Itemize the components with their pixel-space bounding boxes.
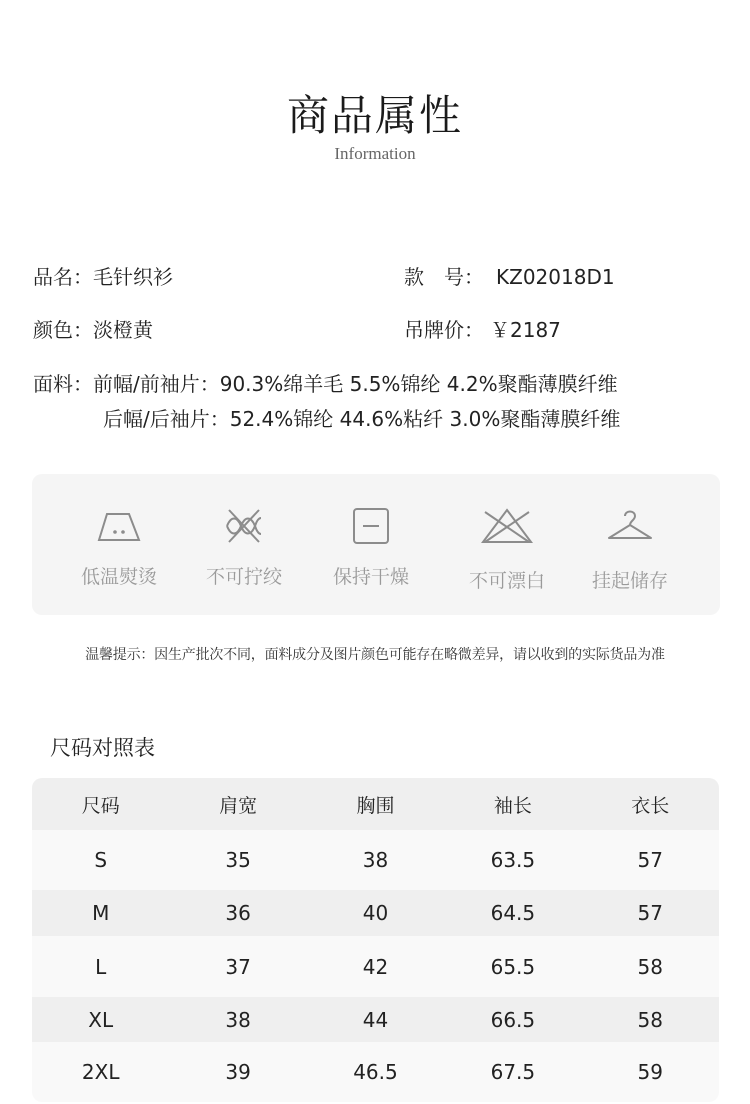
attr-fabric-line2-row xyxy=(103,406,620,432)
attr-style-value: KZ02018D1 xyxy=(496,265,615,289)
table-cell: 35 xyxy=(225,848,251,872)
attr-color-value: 淡橙黄 xyxy=(93,318,153,342)
low-temp-iron-icon xyxy=(95,506,143,546)
table-row xyxy=(32,830,719,890)
size-table xyxy=(32,778,719,1102)
attr-style xyxy=(404,264,615,290)
table-cell: 63.5 xyxy=(490,848,536,872)
table-cell: 59 xyxy=(637,1060,663,1084)
care-label-hang: 挂起储存 xyxy=(591,570,668,592)
care-item-dry xyxy=(316,474,426,615)
header-cell: 肩宽 xyxy=(219,794,258,817)
table-cell: 39 xyxy=(225,1060,251,1084)
table-cell: 37 xyxy=(225,954,251,979)
section-title: 商品属性 xyxy=(286,91,463,140)
attr-name-key: 品名： xyxy=(33,265,93,289)
no-wring-icon xyxy=(221,506,267,546)
attr-fabric-line2: 后幅/后袖片：52.4%锦纶 44.6%粘纤 3.0%聚酯薄膜纤维 xyxy=(103,407,621,431)
table-cell: 40 xyxy=(362,901,389,925)
attr-color xyxy=(33,317,153,343)
table-cell: 58 xyxy=(637,1007,663,1032)
attr-name-value: 毛针织衫 xyxy=(93,265,173,289)
table-cell: L xyxy=(95,954,107,979)
table-cell: 64.5 xyxy=(490,901,536,925)
table-cell: XL xyxy=(88,1007,114,1032)
attr-style-key: 款 号： xyxy=(404,265,484,289)
attr-price-key: 吊牌价： xyxy=(404,318,484,342)
section-subtitle: Information xyxy=(334,144,416,163)
table-cell: 65.5 xyxy=(490,954,536,979)
table-cell: S xyxy=(94,848,108,872)
table-cell: 58 xyxy=(637,954,663,979)
table-row xyxy=(32,936,719,997)
table-row xyxy=(32,997,719,1042)
care-label-bleach: 不可漂白 xyxy=(468,570,545,592)
attr-name xyxy=(33,264,173,290)
care-item-iron xyxy=(64,474,174,615)
table-cell: 42 xyxy=(362,954,389,979)
notice-text: 温馨提示：因生产批次不同，面料成分及图片颜色可能存在略微差异，请以收到的实际货品为准 xyxy=(85,647,665,663)
hang-dry-icon xyxy=(605,506,655,546)
care-item-wring xyxy=(189,474,299,615)
header-cell: 胸围 xyxy=(356,794,395,817)
attr-fabric-key: 面料： xyxy=(33,372,93,396)
header-cell: 衣长 xyxy=(631,794,670,817)
table-cell: 2XL xyxy=(81,1060,120,1084)
care-label-dry: 保持干燥 xyxy=(332,566,409,588)
table-cell: 38 xyxy=(362,848,389,872)
table-cell: 66.5 xyxy=(490,1007,536,1032)
care-label-iron: 低温熨烫 xyxy=(80,566,157,588)
attr-price xyxy=(404,317,561,343)
table-row xyxy=(32,1042,719,1102)
table-cell: 57 xyxy=(637,901,663,925)
table-cell: 36 xyxy=(225,901,251,925)
attr-price-value: ￥2187 xyxy=(490,318,561,342)
care-panel xyxy=(32,474,720,615)
header-cell: 袖长 xyxy=(493,794,532,817)
size-chart-title: 尺码对照表 xyxy=(50,736,155,760)
table-cell: 46.5 xyxy=(353,1060,398,1084)
attr-color-key: 颜色： xyxy=(33,318,93,342)
care-label-wring: 不可拧绞 xyxy=(205,566,282,588)
table-row xyxy=(32,890,719,936)
care-item-bleach xyxy=(452,474,562,615)
no-bleach-icon xyxy=(479,506,535,546)
care-item-hang xyxy=(575,474,685,615)
table-cell: 57 xyxy=(637,848,663,872)
table-cell: 67.5 xyxy=(490,1060,536,1084)
attr-fabric xyxy=(33,371,618,397)
attr-fabric-line1: 前幅/前袖片：90.3%绵羊毛 5.5%锦纶 4.2%聚酯薄膜纤维 xyxy=(93,372,618,396)
table-cell: 38 xyxy=(225,1007,251,1032)
table-cell: 44 xyxy=(362,1007,389,1032)
header-cell: 尺码 xyxy=(81,794,120,817)
table-cell: M xyxy=(92,901,110,925)
tumble-dry-icon xyxy=(351,506,391,546)
table-header-row xyxy=(32,778,719,830)
